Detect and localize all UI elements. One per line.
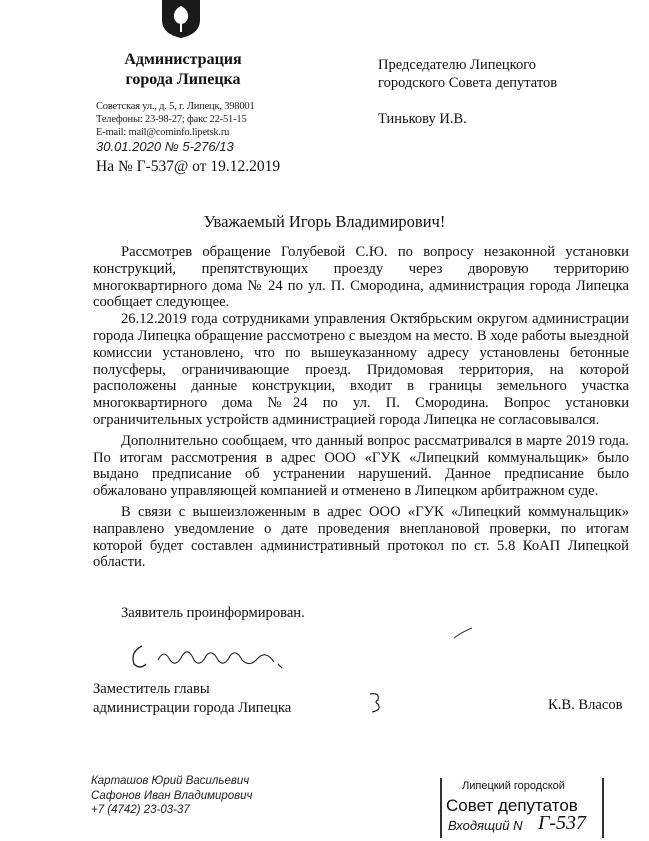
salutation: Уважаемый Игорь Владимирович! xyxy=(203,212,446,231)
letter-body xyxy=(93,244,629,571)
registration-number: 30.01.2020 № 5-276/13 xyxy=(96,139,234,154)
paragraph-1: Рассмотрев обращение Голубевой С.Ю. по вопросу незаконной установки конструкций, препятствующих проезду через дворовую территорию многоквартирного дома № 24 по ул. П. Смородина, администрация города Липецка сообщает следующее. xyxy=(93,244,629,311)
addressee-line1: Председателю Липецкого xyxy=(378,57,537,73)
reply-reference: На № Г-537@ от 19.12.2019 xyxy=(96,158,281,175)
handwritten-tick-mark xyxy=(452,626,474,640)
org-email: E-mail: mail@cominfo.lipetsk.ru xyxy=(96,127,230,138)
org-phone: Телефоны: 23-98-27; факс 22-51-15 xyxy=(96,114,247,125)
signatory-name: К.В. Власов xyxy=(548,697,623,713)
signatory-title-line1: Заместитель главы xyxy=(93,681,210,697)
executor-2: Сафонов Иван Владимирович xyxy=(91,789,253,802)
org-address: Советская ул., д. 5, г. Липецк, 398001 xyxy=(96,101,255,112)
paragraph-4: В связи с вышеизложенным в адрес ООО «ГУК «Липецкий коммунальщик» направлено уведомление о дате проведения внеплановой проверки, по итогам которой будет составлен административный протокол по ст. 5.8 КоАП Липецкой области. xyxy=(93,503,629,571)
paragraph-2: 26.12.2019 года сотрудниками управления Октябрьским округом администрации города Липецка обращение рассмотрено с выездом на место. В ходе работы выездной комиссии установлено, что по вышеуказанному адресу установлены бетонные полусферы, ограничивающие проезд. Придомовая территория, на которой расположены данные конструкции, входит в границы земельного участка многоквартирного дома №24 по ул. П. Смородина. Вопрос установки ограничительных устройств администрацией города Липецка не согласовывался. xyxy=(93,311,629,428)
addressee-name: Тинькову И.В. xyxy=(378,111,467,127)
stamp-line3: Входящий N xyxy=(448,818,523,833)
applicant-informed: Заявитель проинформирован. xyxy=(121,605,305,621)
signatory-title xyxy=(93,680,291,718)
handwritten-closing-signature xyxy=(128,638,288,676)
signatory-title-line2: администрации города Липецка xyxy=(93,700,292,716)
stamp-line2: Совет депутатов xyxy=(446,796,578,815)
org-name-line2: города Липецка xyxy=(125,71,241,88)
paragraph-3: Дополнительно сообщаем, что данный вопрос рассматривался в марте 2019 года. По итогам рассмотрения в адрес ООО «ГУК «Липецкий коммунальщик» было выдано предписание об устранении нарушений. Данное предписание было обжаловано управляющей компанией и отменено в Липецком арбитражном суде. xyxy=(93,432,629,500)
org-name-line1: Администрация xyxy=(124,51,242,68)
executor-1: Карташов Юрий Васильевич xyxy=(91,775,250,787)
stamp-number: Г-537 xyxy=(538,812,587,834)
coat-of-arms-emblem xyxy=(158,0,204,38)
addressee-line2: городского Совета депутатов xyxy=(378,75,558,91)
incoming-stamp xyxy=(440,778,604,838)
stamp-line1: Липецкий городской xyxy=(462,780,565,792)
executors-block xyxy=(91,774,253,818)
executor-phone: +7 (4742) 23-03-37 xyxy=(91,804,190,816)
handwritten-initials xyxy=(366,690,388,714)
